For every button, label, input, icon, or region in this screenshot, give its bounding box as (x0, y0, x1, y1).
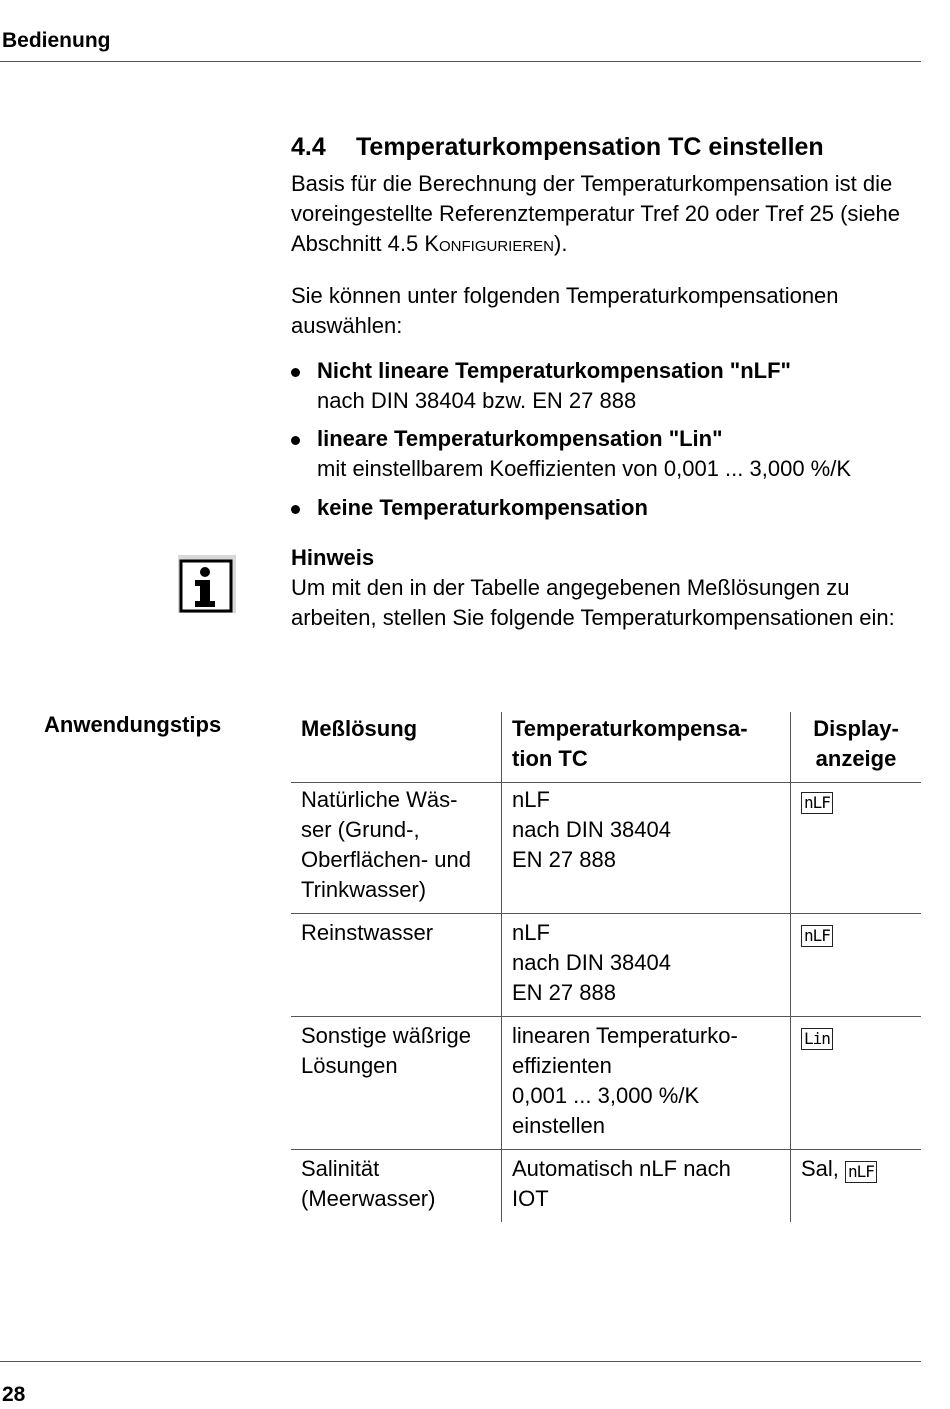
running-header: Bedienung (2, 29, 111, 52)
bullet-item-nlf (291, 356, 921, 416)
bullet-title: keine Temperaturkompensation (317, 495, 648, 520)
cell-display (791, 783, 922, 914)
hint-title: Hinweis (291, 545, 375, 570)
intro-text-end: ). (554, 231, 568, 256)
cell-line: EN 27 888 (512, 847, 616, 872)
bullet-dot-icon (291, 436, 300, 445)
bullet-dot-icon (291, 368, 300, 377)
cell-line: nach DIN 38404 (512, 817, 671, 842)
cell-line: Automatisch nLF nach (512, 1156, 731, 1181)
table-header-row (291, 712, 921, 783)
cell-solution (291, 914, 502, 1017)
tips-label: Anwendungstips (44, 712, 222, 737)
bullet-dot-icon (291, 505, 300, 514)
cell-line: Sonstige wäßrige (301, 1023, 471, 1048)
cell-line: Trinkwasser) (301, 877, 427, 902)
display-prefix: Sal, (801, 1156, 846, 1181)
cell-solution (291, 1150, 502, 1223)
cell-display (791, 1150, 922, 1223)
cell-display (791, 1017, 922, 1150)
table-row (291, 1017, 921, 1150)
bullet-title: Nicht lineare Temperaturkompensation "nLF" (317, 358, 791, 383)
cell-line: einstellen (512, 1113, 605, 1138)
section-reference-link[interactable]: Konfigurieren (424, 231, 554, 256)
table-row (291, 1150, 921, 1223)
cell-line: linearen Temperaturko- (512, 1023, 738, 1048)
cell-display (791, 914, 922, 1017)
choose-paragraph: Sie können unter folgenden Temperaturkompensationen auswählen: (291, 283, 839, 338)
bullet-item-none (291, 493, 921, 523)
cell-line: Oberflächen- und (301, 847, 471, 872)
cell-line: (Meerwasser) (301, 1186, 436, 1211)
intro-text: Basis für die Berechnung der Temperaturkompensation ist die voreingestellte Referenztemperatur Tref 20 oder Tref 25 (siehe Abschnitt 4.5 (291, 171, 900, 256)
display-symbol-icon: Lin (801, 1028, 833, 1050)
cell-line: nLF (512, 920, 550, 945)
cell-tc (502, 914, 791, 1017)
footer-rule (0, 1361, 921, 1362)
cell-tc (502, 783, 791, 914)
section-number: 4.4 (291, 133, 326, 161)
display-symbol-icon: nLF (801, 792, 833, 814)
cell-line: Reinstwasser (301, 920, 434, 945)
cell-line: effizienten (512, 1053, 612, 1078)
bullet-title: lineare Temperaturkompensation "Lin" (317, 426, 723, 451)
info-icon (178, 555, 236, 613)
intro-paragraph (291, 169, 921, 259)
table-row (291, 914, 921, 1017)
header-solution: Meßlösung (291, 712, 502, 783)
header-tc: Temperaturkompensa- tion TC (502, 712, 791, 783)
tips-table (291, 712, 921, 1222)
cell-line: Lösungen (301, 1053, 398, 1078)
cell-solution (291, 1017, 502, 1150)
cell-line: Salinität (301, 1156, 380, 1181)
cell-line: IOT (512, 1186, 549, 1211)
display-symbol-icon: nLF (845, 1161, 877, 1183)
section-heading (291, 133, 824, 162)
header-display: Display- anzeige (791, 712, 922, 783)
cell-line: 0,001 ... 3,000 %/K (512, 1083, 700, 1108)
bullet-detail: nach DIN 38404 bzw. EN 27 888 (317, 388, 637, 413)
hint-text: Um mit den in der Tabelle angegebenen Meßlösungen zu arbeiten, stellen Sie folgende Temperaturkompensationen ein: (291, 575, 895, 630)
cell-line: nLF (512, 787, 550, 812)
cell-line: ser (Grund-, (301, 817, 420, 842)
header-rule (0, 61, 921, 62)
cell-line: Natürliche Wäs- (301, 787, 458, 812)
cell-tc (502, 1017, 791, 1150)
display-symbol-icon: nLF (801, 925, 833, 947)
bullet-item-lin (291, 424, 921, 484)
page-number: 28 (2, 1383, 26, 1406)
table-row (291, 783, 921, 914)
bullet-detail: mit einstellbarem Koeffizienten von 0,001 ... 3,000 %/K (317, 456, 852, 481)
cell-tc (502, 1150, 791, 1223)
section-title: Temperaturkompensation TC einstellen (356, 133, 824, 161)
cell-line: EN 27 888 (512, 980, 616, 1005)
cell-solution (291, 783, 502, 914)
cell-line: nach DIN 38404 (512, 950, 671, 975)
